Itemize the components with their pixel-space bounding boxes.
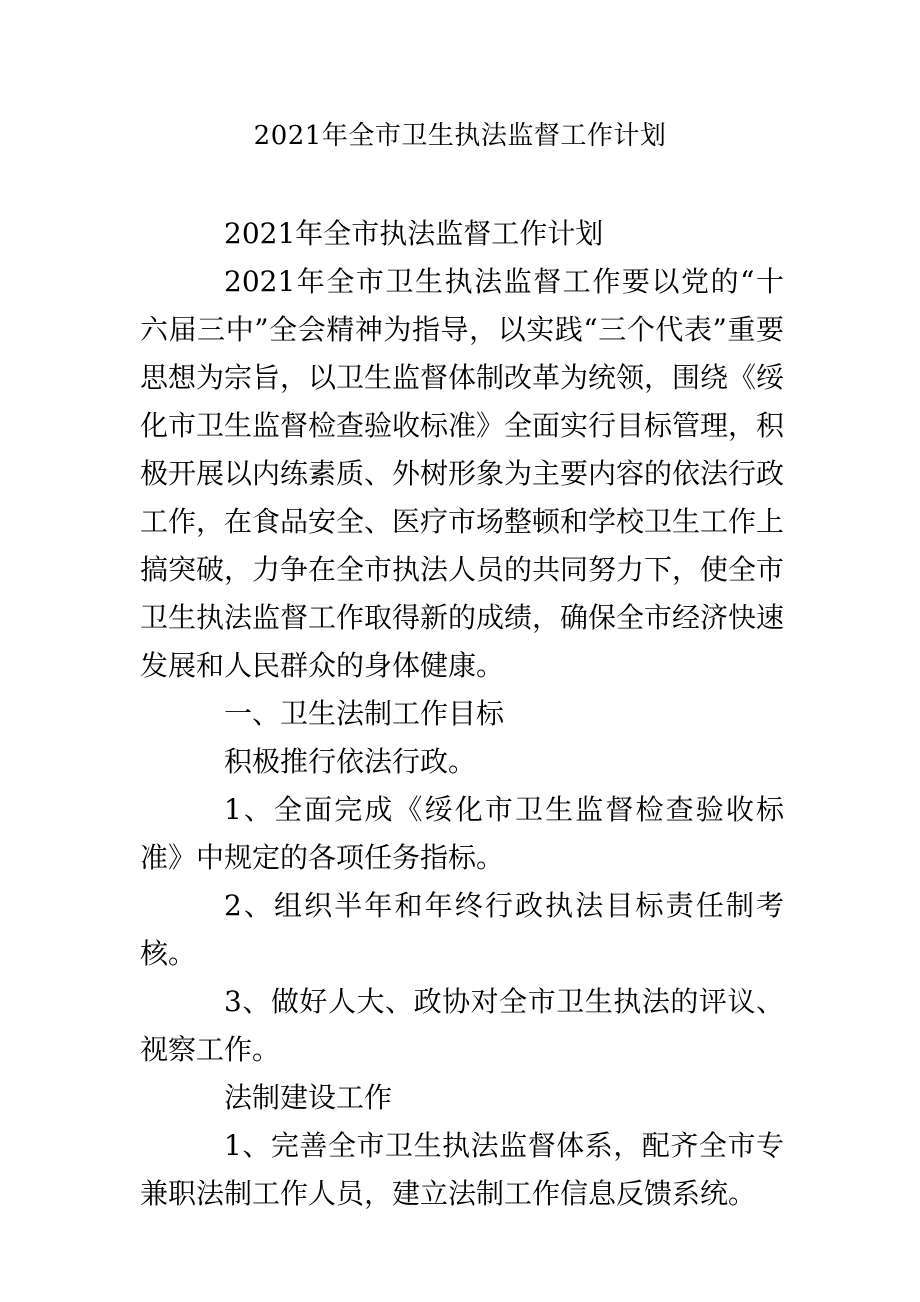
paragraph-intro: 2021年全市卫生执法监督工作要以党的“十六届三中”全会精神为指导，以实践“三个代表”重要思想为宗旨，以卫生监督体制改革为统领，围绕《绥化市卫生监督检查验收标准》全面实行目标管理，积极开展以内练素质、外树形象为主要内容的依法行政工作，在食品安全、医疗市场整顿和学校卫生工作上搞突破，力争在全市执法人员的共同努力下，使全市卫生执法监督工作取得新的成绩，确保全市经济快速发展和人民群众的身体健康。 <box>140 265 785 682</box>
list-item-construction-1: 1、完善全市卫生执法监督体系，配齐全市专兼职法制工作人员，建立法制工作信息反馈系统。 <box>140 1129 784 1210</box>
section-heading-legal-construction: 法制建设工作 <box>224 1081 393 1114</box>
list-item-1: 1、全面完成《绥化市卫生监督检查验收标准》中规定的各项任务指标。 <box>140 793 784 874</box>
list-item-2: 2、组织半年和年终行政执法目标责任制考核。 <box>140 889 784 970</box>
document-title: 2021年全市卫生执法监督工作计划 <box>253 121 667 151</box>
section-heading-legal-goals: 一、卫生法制工作目标 <box>224 697 505 730</box>
document-body <box>140 210 784 1218</box>
list-item-3: 3、做好人大、政协对全市卫生执法的评议、视察工作。 <box>140 985 784 1066</box>
paragraph-subtitle: 2021年全市执法监督工作计划 <box>224 217 604 250</box>
paragraph-promote-law: 积极推行依法行政。 <box>224 745 477 778</box>
